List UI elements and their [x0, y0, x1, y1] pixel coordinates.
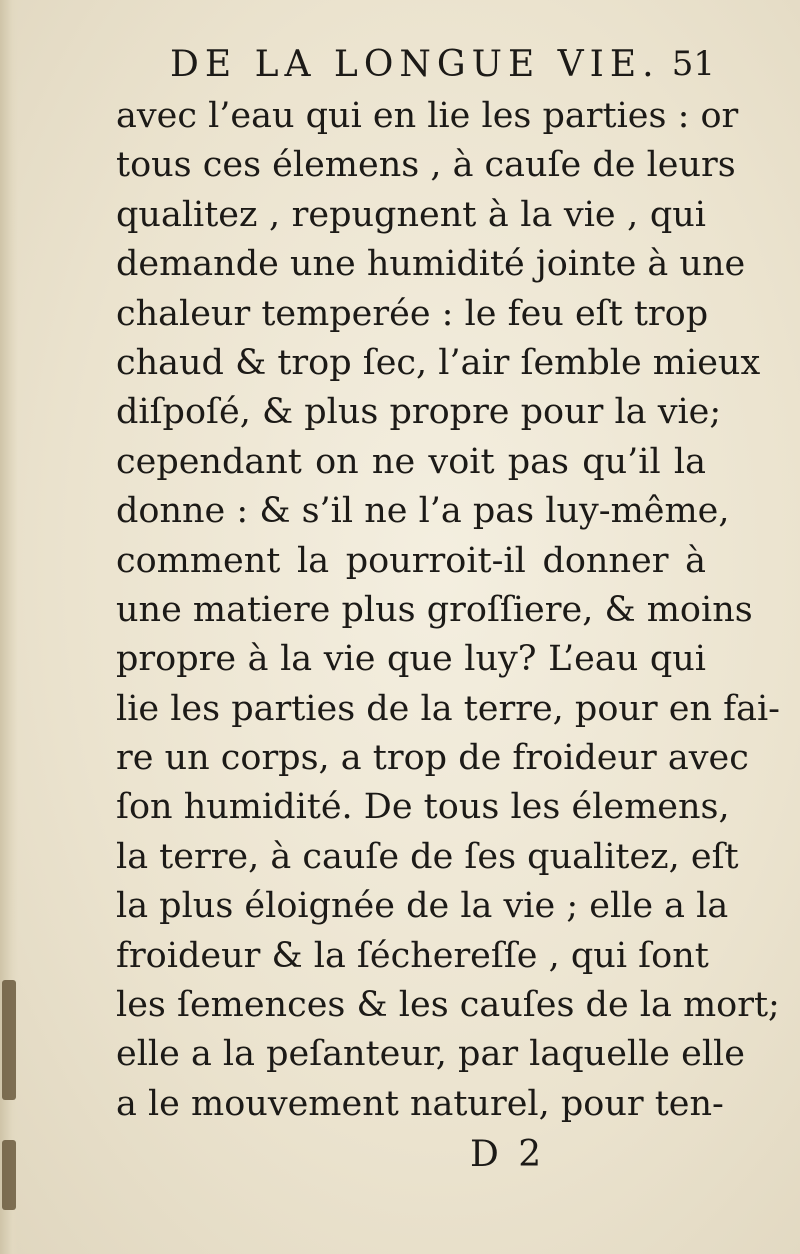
- text-line: qualitez , repugnent à la vie , qui: [116, 194, 706, 235]
- text-line: propre à la vie que luy? L’eau qui: [116, 639, 706, 680]
- body-text: [116, 92, 781, 1129]
- text-line: re un corps, a trop de froideur avec: [116, 738, 749, 779]
- text-line: cependant on ne voit pas qu’il la: [116, 441, 706, 482]
- text-line: avec l’eau qui en lie les parties : or: [116, 96, 739, 136]
- binding-edge: [0, 0, 18, 1254]
- binding-stain: [2, 1140, 16, 1210]
- text-line: lie les parties de la terre, pour en fai-: [116, 688, 781, 729]
- text-line: les ſemences & les cauſes de la mort;: [116, 985, 780, 1026]
- running-title: DE LA LONGUE VIE.: [170, 44, 660, 85]
- text-line: froideur & la ſéchereſſe , qui ſont: [116, 935, 709, 976]
- binding-stain: [2, 980, 16, 1100]
- text-line: tous ces élemens , à cauſe de leurs: [116, 145, 736, 186]
- text-line: chaleur temperée : le feu eſt trop: [116, 293, 709, 334]
- page-header: [170, 44, 715, 94]
- text-line: elle a la peſanteur, par laquelle elle: [116, 1034, 745, 1075]
- text-line: chaud & trop ſec, l’air ſemble mieux: [116, 342, 761, 383]
- text-line: la plus éloignée de la vie ; elle a la: [116, 886, 729, 927]
- text-line: a le mouvement naturel, pour ten-: [116, 1083, 724, 1124]
- text-line: une matiere plus groſſiere, & moins: [116, 589, 753, 630]
- text-line: donne : & s’il ne l’a pas luy-même,: [116, 491, 730, 532]
- text-line: ſon humidité. De tous les élemens,: [116, 787, 730, 828]
- signature-mark: D 2: [470, 1134, 546, 1175]
- text-line: comment la pourroit-il donner à: [116, 540, 706, 581]
- text-line: la terre, à cauſe de ſes qualitez, eſt: [116, 836, 739, 877]
- text-line: demande une humidité jointe à une: [116, 244, 746, 285]
- page-number: 51: [671, 44, 715, 84]
- text-line: diſpoſé, & plus propre pour la vie;: [116, 392, 722, 433]
